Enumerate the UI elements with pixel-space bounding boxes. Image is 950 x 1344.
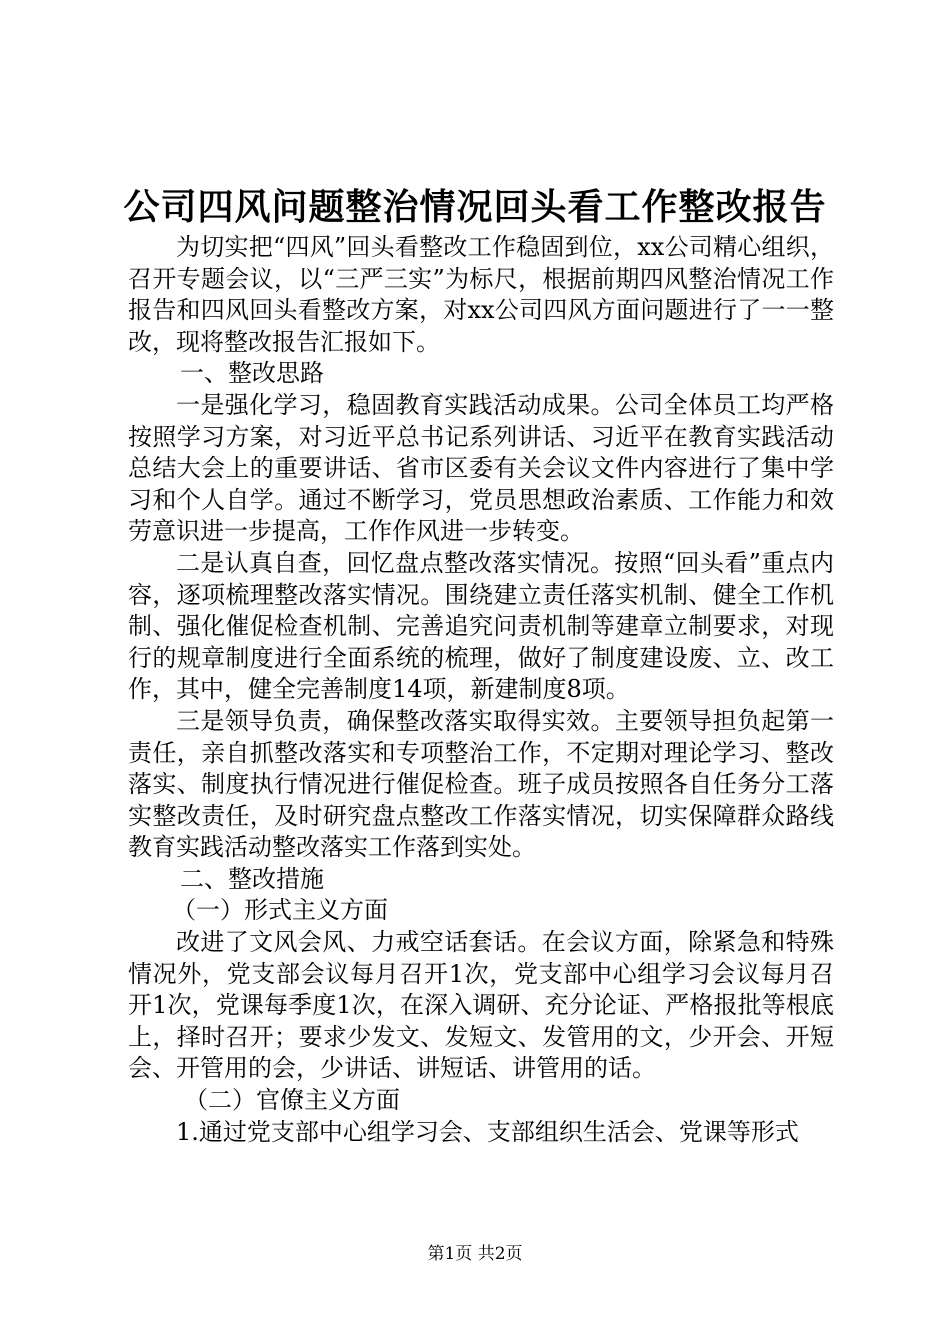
paragraph-item-1: 1.通过党支部中心组学习会、支部组织生活会、党课等形式 <box>176 1117 799 1146</box>
subsection-heading-bureaucratism: （二）官僚主义方面 <box>184 1086 400 1115</box>
paragraph-study: 一是强化学习，稳固教育实践活动成果。公司全体员工均严格按照学习方案，对习近平总书记系列讲话、习近平在教育实践活动总结大会上的重要讲话、省市区委有关会议文件内容进行了集中学习和个人自学。通过不断学习，党员思想政治素质、工作能力和效劳意识进一步提高，工作作风进一步转变。 <box>128 390 834 546</box>
paragraph-meetings: 改进了文风会风、力戒空话套话。在会议方面，除紧急和特殊情况外，党支部会议每月召开1次，党支部中心组学习会议每月召开1次，党课每季度1次，在深入调研、充分论证、严格报批等根底上，择时召开；要求少发文、发短文、发管用的文，少开会、开短会、开管用的会，少讲话、讲短话、讲管用的话。 <box>128 928 834 1083</box>
subsection-heading-formalism: （一）形式主义方面 <box>172 896 388 925</box>
document-body <box>128 232 834 1148</box>
paragraph-self-check: 二是认真自查，回忆盘点整改落实情况。按照“回头看”重点内容，逐项梳理整改落实情况。围绕建立责任落实机制、健全工作机制、强化催促检查机制、完善追究问责机制等建章立制要求，对现行的规章制度进行全面系统的梳理，做好了制度建设废、立、改工作，其中，健全完善制度14项，新建制度8项。 <box>128 548 834 704</box>
section-heading-measures: 二、整改措施 <box>180 864 324 893</box>
page-number-footer: 第1页 共2页 <box>427 1244 523 1264</box>
intro-paragraph: 为切实把“四风”回头看整改工作稳固到位，xx公司精心组织，召开专题会议，以“三严三实”为标尺，根据前期四风整治情况工作报告和四风回头看整改方案，对xx公司四风方面问题进行了一一整改，现将整改报告汇报如下。 <box>128 233 834 356</box>
section-heading-approach: 一、整改思路 <box>180 359 324 388</box>
document-title: 公司四风问题整治情况回头看工作整改报告 <box>123 186 827 228</box>
paragraph-leadership: 三是领导负责，确保整改落实取得实效。主要领导担负起第一责任，亲自抓整改落实和专项整治工作，不定期对理论学习、整改落实、制度执行情况进行催促检查。班子成员按照各自任务分工落实整改责任，及时研究盘点整改工作落实情况，切实保障群众路线教育实践活动整改落实工作落到实处。 <box>128 706 834 862</box>
